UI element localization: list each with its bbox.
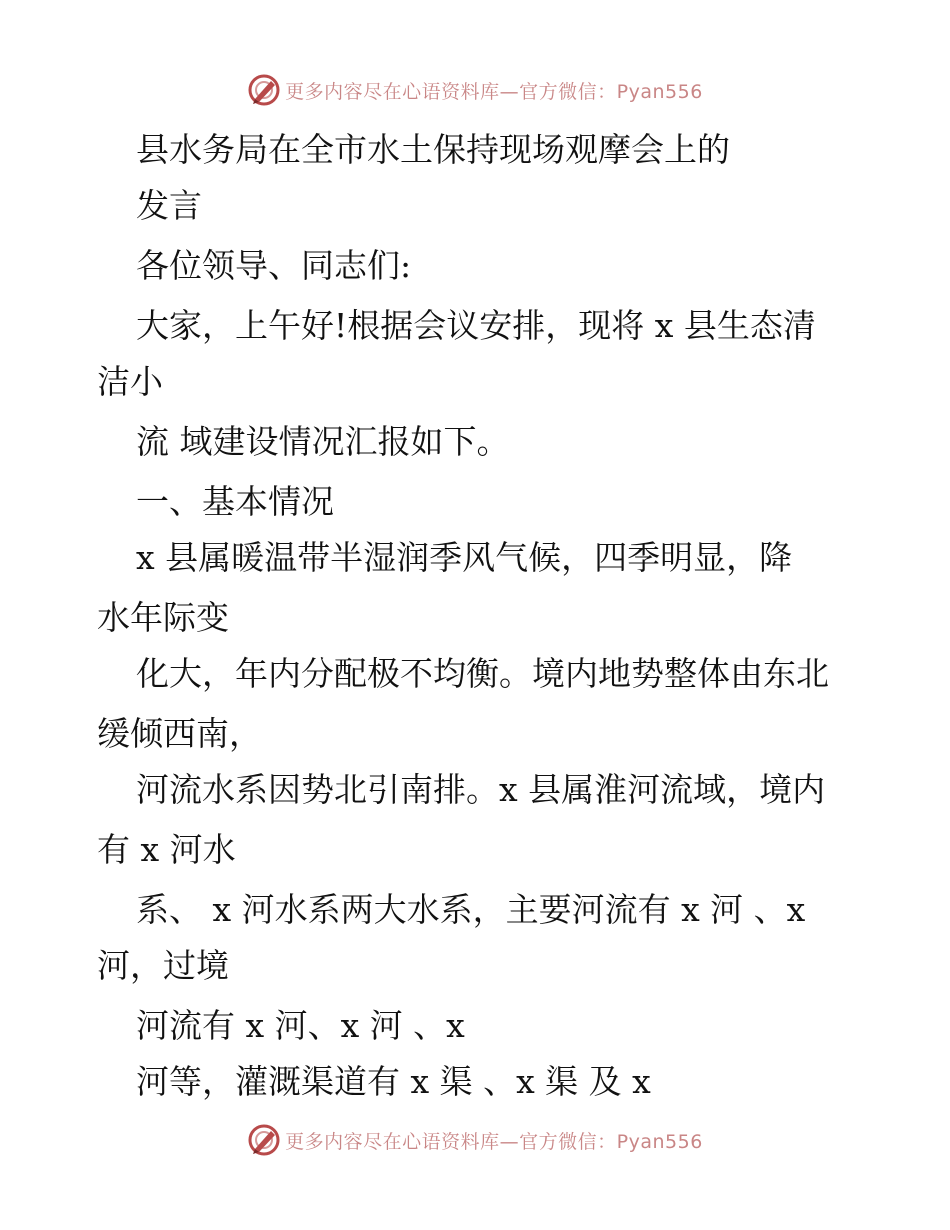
- doc-title-line-1: 县水务局在全市水土保持现场观摩会上的: [136, 130, 730, 169]
- doc-paragraph-line: 有 x 河水: [97, 830, 236, 869]
- doc-paragraph-line: 洁小: [97, 362, 163, 401]
- doc-paragraph-line: 河等，灌溉渠道有 x 渠 、x 渠 及 x: [136, 1062, 651, 1101]
- header-watermark-text: 更多内容尽在心语资料库—官方微信：Pyan556: [285, 80, 703, 103]
- doc-paragraph-line: 河流有 x 河、x 河 、x: [136, 1006, 465, 1045]
- doc-paragraph-line: 大家，上午好!根据会议安排，现将 x 县生态清: [136, 306, 816, 345]
- doc-paragraph-line: 化大，年内分配极不均衡。境内地势整体由东北: [136, 654, 829, 693]
- doc-paragraph-line: 系、 x 河水系两大水系，主要河流有 x 河 、x: [136, 890, 806, 929]
- footer-watermark-banner: [0, 1120, 950, 1160]
- doc-paragraph-line: 流 域建设情况汇报如下。: [136, 422, 510, 461]
- pen-logo-icon: [247, 1123, 281, 1157]
- doc-section-heading: 一、基本情况: [136, 482, 334, 521]
- footer-watermark-text: 更多内容尽在心语资料库—官方微信：Pyan556: [285, 1130, 703, 1153]
- doc-paragraph-line: x 县属暖温带半湿润季风气候，四季明显，降: [136, 538, 793, 577]
- doc-paragraph-line: 缓倾西南，: [97, 714, 262, 753]
- doc-title-line-2: 发言: [136, 186, 202, 225]
- doc-paragraph-line: 水年际变: [97, 598, 229, 637]
- doc-salutation: 各位领导、同志们:: [136, 246, 412, 285]
- doc-paragraph-line: 河，过境: [97, 946, 229, 985]
- doc-paragraph-line: 河流水系因势北引南排。x 县属淮河流域，境内: [136, 770, 826, 809]
